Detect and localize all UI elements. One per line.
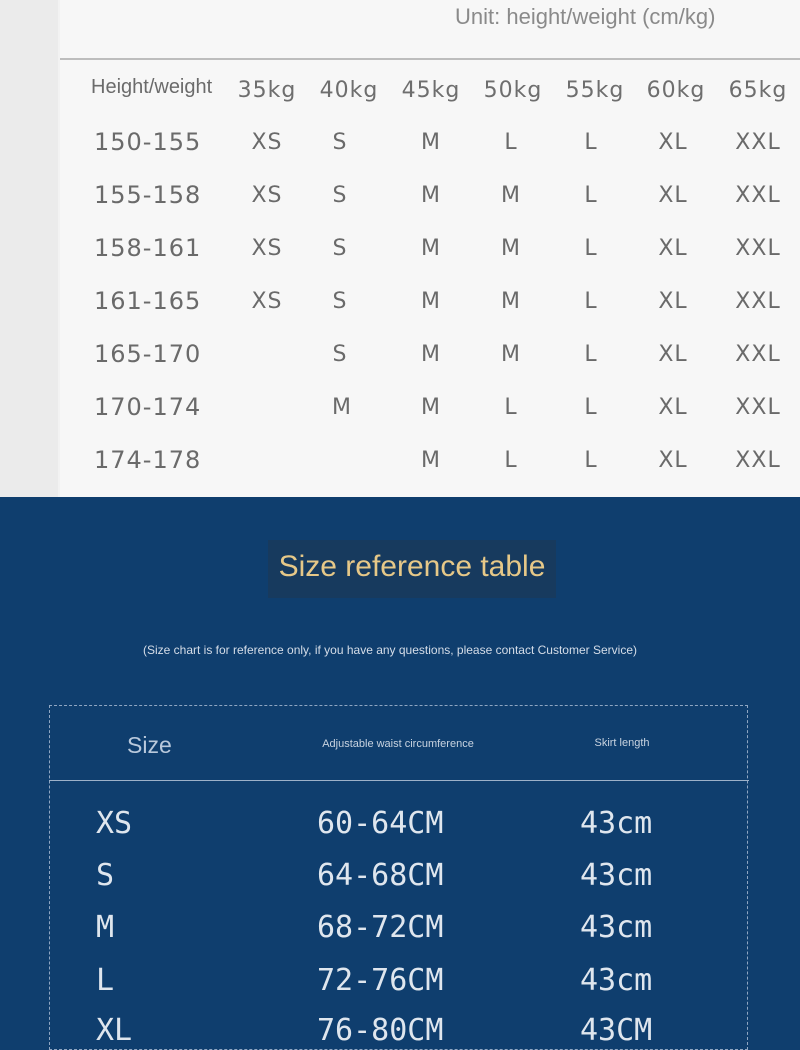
reference-waist: 72-76CM [317,963,444,998]
reference-size: L [96,963,115,998]
size-cell: XL [658,183,688,208]
size-cell: XXL [735,395,781,420]
weight-header-40: 40kg [319,78,379,103]
height-row-label: 155-158 [94,181,202,209]
weight-header-55: 55kg [565,78,625,103]
height-weight-header: Height/weight [91,76,213,98]
height-row-label: 158-161 [94,234,202,262]
size-cell: L [584,183,598,208]
reference-waist: 68-72CM [317,910,444,945]
size-cell: M [421,289,441,314]
size-cell: XL [658,395,688,420]
height-row-label: 165-170 [94,340,202,368]
reference-skirt: 43cm [580,806,653,841]
size-cell: XXL [735,448,781,473]
size-cell: XS [251,236,283,261]
size-cell: XS [251,130,283,155]
size-cell: M [501,236,521,261]
size-cell: XL [658,448,688,473]
reference-header-divider [49,780,749,781]
reference-size: S [96,858,115,893]
reference-skirt: 43cm [580,963,653,998]
size-cell: S [332,183,348,208]
size-cell: XXL [735,289,781,314]
waist-column-header: Adjustable waist circumference [322,738,474,750]
reference-waist: 76-80CM [317,1013,444,1048]
size-cell: M [421,342,441,367]
size-cell: L [584,289,598,314]
size-cell: XXL [735,342,781,367]
weight-header-50: 50kg [483,78,543,103]
size-cell: M [332,395,352,420]
size-cell: L [504,130,518,155]
reference-skirt: 43CM [580,1013,653,1048]
header-divider [60,58,800,60]
size-cell: XL [658,130,688,155]
height-row-label: 161-165 [94,287,202,315]
size-cell: S [332,289,348,314]
size-cell: M [501,289,521,314]
size-cell: M [421,183,441,208]
reference-waist: 64-68CM [317,858,444,893]
height-row-label: 170-174 [94,393,202,421]
size-cell: M [421,448,441,473]
size-cell: S [332,236,348,261]
size-cell: M [421,130,441,155]
reference-skirt: 43cm [580,910,653,945]
weight-header-45: 45kg [401,78,461,103]
reference-note: (Size chart is for reference only, if you have any questions, please contact Customer Service) [142,643,637,657]
size-cell: L [584,130,598,155]
weight-header-60: 60kg [646,78,706,103]
reference-size: XL [96,1013,133,1048]
size-cell: XL [658,236,688,261]
size-cell: M [501,342,521,367]
weight-header-65: 65kg [728,78,788,103]
size-cell: M [501,183,521,208]
size-cell: S [332,342,348,367]
size-cell: XXL [735,130,781,155]
size-cell: L [584,395,598,420]
size-cell: M [421,395,441,420]
size-cell: L [584,342,598,367]
reference-skirt: 43cm [580,858,653,893]
size-cell: XS [251,183,283,208]
size-cell: XXL [735,236,781,261]
size-cell: XL [658,342,688,367]
size-cell: L [504,395,518,420]
size-cell: L [504,448,518,473]
weight-header-35: 35kg [237,78,297,103]
size-column-header: Size [127,732,172,758]
size-cell: L [584,236,598,261]
size-cell: L [584,448,598,473]
size-cell: M [421,236,441,261]
size-cell: S [332,130,348,155]
unit-caption: Unit: height/weight (cm/kg) [455,4,716,29]
size-cell: XXL [735,183,781,208]
left-margin-strip [0,0,58,497]
skirt-column-header: Skirt length [594,737,650,749]
size-cell: XS [251,289,283,314]
size-cell: XL [658,289,688,314]
reference-size: XS [96,806,133,841]
height-row-label: 150-155 [94,128,202,156]
reference-title: Size reference table [278,550,546,583]
height-row-label: 174-178 [94,446,202,474]
reference-waist: 60-64CM [317,806,444,841]
reference-size: M [96,910,115,945]
